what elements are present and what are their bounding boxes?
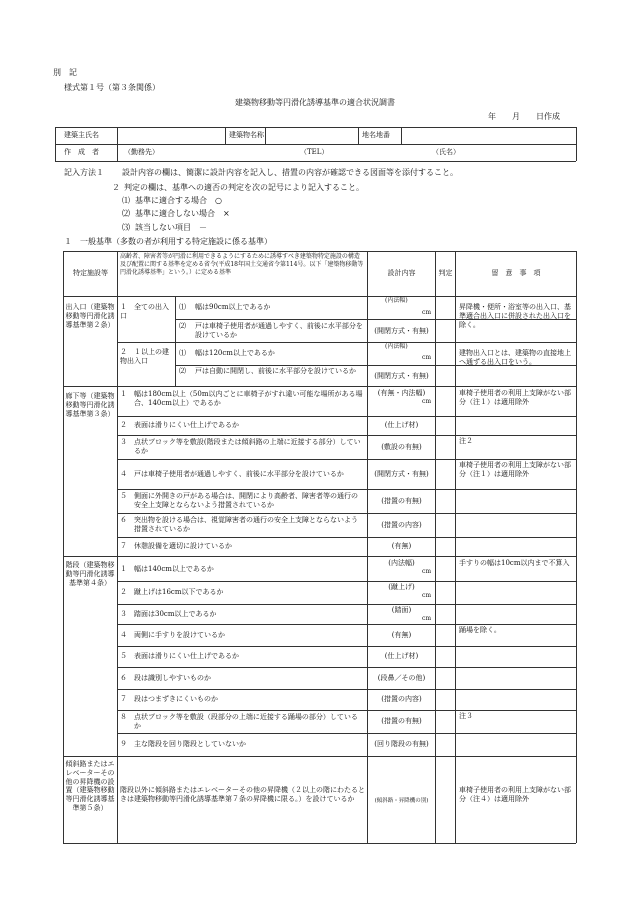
stairs-item-9-number: ９	[120, 740, 127, 748]
instruction-2-num: ２	[112, 183, 120, 192]
instruction-1-head: 記入方法１	[64, 168, 104, 177]
corridor-item-2-criteria: 表面は滑りにくい仕上げであるか	[134, 421, 239, 429]
stairs-item-5-criteria: 表面は滑りにくい仕上げであるか	[134, 652, 239, 660]
corridor-item-1-number: １	[120, 390, 127, 398]
corridor-item-7-criteria: 休憩設備を適切に設けているか	[134, 542, 232, 550]
form-number: 様式第１号（第３条関係）	[64, 83, 160, 92]
stairs-item-8-number: ８	[120, 713, 127, 721]
stairs-item-7-number: ７	[120, 695, 127, 703]
date-created: 年 月 日作成	[488, 112, 560, 121]
ramp-design: (傾斜路・昇降機の別)	[374, 798, 429, 804]
entrance-g2-item-1-unit: cm	[422, 354, 432, 361]
entrance-g1-item-1: 幅は90cm以上であるか	[195, 303, 271, 311]
owner-label: 建築主氏名	[64, 131, 99, 139]
corridor-item-6-number: ６	[120, 516, 127, 524]
corridor-item-6-design: (措置の内容)	[381, 521, 422, 529]
corridor-item-2-design: (仕上げ材)	[384, 421, 419, 429]
corridor-item-6-criteria: 突出物を設ける場合は、視覚障害者の通行の安全上支障とならないよう措置されているか	[134, 516, 358, 534]
corridor-item-7-design: (有無)	[391, 542, 412, 550]
corridor-item-4-number: ４	[120, 470, 127, 478]
entrance-group-2-label: ２ １以上の建物出入口	[120, 348, 169, 366]
corridor-facility: 廊下等（建築物移動等円滑化誘導基準第３条）	[65, 392, 115, 419]
option-3-num: ⑶	[122, 223, 130, 232]
entrance-g2-item-1: 幅は120cm以上であるか	[195, 349, 275, 357]
author-name-field: （氏名）	[432, 148, 460, 156]
corridor-item-4-note: 車椅子使用者の利用上支障がない部分（注１）は適用除外	[459, 461, 571, 479]
workplace-field: （勤務先）	[124, 148, 159, 156]
stairs-item-2-unit: cm	[422, 592, 432, 599]
header-notes: 留 意 事 項	[491, 269, 541, 277]
stairs-item-5-design: (仕上げ材)	[384, 652, 419, 660]
ramp-criteria: 階段以外に傾斜路またはエレベーターその他の昇降機（２以上の階にわたるときは建築物移動等円滑化誘導基準第７条の昇降機に限る。）を設けているか	[120, 786, 365, 804]
corridor-item-3-criteria: 点状ブロック等を敷設(階段または傾斜路の上端に近接する部分）しているか	[134, 438, 361, 456]
stairs-facility: 階段（建築物移動等円滑化誘導基準第４条）	[65, 561, 115, 588]
stairs-item-3-design: (踏面)	[391, 606, 412, 614]
stairs-item-4-criteria: 両側に手すりを設けているか	[134, 631, 225, 639]
stairs-item-8-criteria: 点状ブロック等を敷設（段部分の上端に近接する踊場の部分）しているか	[134, 713, 358, 731]
instruction-1: 設計内容の欄は、簡潔に設計内容を記入し、措置の内容が確認できる図面等を添付すること。	[122, 168, 458, 177]
corridor-item-7-number: ７	[120, 542, 127, 550]
stairs-item-1-criteria: 幅は140cm以上であるか	[134, 565, 214, 573]
document-title: 建築物移動等円滑化誘導基準の適合状況調書	[235, 98, 395, 107]
stairs-item-1-unit: cm	[422, 568, 432, 575]
stairs-item-4-number: ４	[120, 631, 127, 639]
option-3: 該当しない項目 －	[135, 223, 207, 232]
entrance-g1-item-2-design: (開閉方式・有無)	[374, 327, 429, 335]
appendix-label: 別 記	[53, 68, 77, 77]
stairs-item-1-note: 手すりの幅は10cm以内まで不算入	[459, 559, 570, 567]
entrance-g1-item-2: 戸は車椅子使用者が通過しやすく、前後に水平部分を設けているか	[195, 322, 363, 340]
entrance-g1-item-1-unit: cm	[422, 309, 432, 316]
entrance-g2-item-2-design: (開閉方式・有無)	[374, 372, 429, 380]
stairs-item-5-number: ５	[120, 652, 127, 660]
stairs-item-9-design: (回り階段の有無)	[374, 740, 429, 748]
lot-label: 地名地番	[362, 131, 390, 139]
stairs-item-1-number: １	[120, 565, 127, 573]
entrance-g1-item-1-design: (内法幅)	[385, 297, 408, 304]
stairs-item-8-design: (措置の有無)	[381, 717, 422, 725]
header-facility: 特定施設等	[73, 269, 108, 277]
corridor-item-4-design: (開閉方式・有無)	[374, 470, 429, 478]
corridor-item-3-number: ３	[120, 438, 127, 446]
entrance-g2-note: 建物出入口とは、建築物の直接地上へ通ずる出入口をいう。	[459, 349, 571, 367]
stairs-item-2-number: ２	[120, 588, 127, 596]
entrance-g2-item-1-design: (内法幅)	[385, 343, 408, 350]
stairs-item-4-note: 踊場を除く。	[459, 626, 501, 634]
stairs-item-6-number: ６	[120, 674, 127, 682]
corridor-item-1-note: 車椅子使用者の利用上支障がない部分（注１）は適用除外	[459, 389, 571, 407]
corridor-item-5-design: (措置の有無)	[381, 497, 422, 505]
corridor-item-4-criteria: 戸は車椅子使用者が通過しやすく、前後に水平部分を設けているか	[134, 470, 344, 478]
option-1-num: ⑴	[122, 196, 130, 205]
stairs-item-2-criteria: 蹴上げは16cm以下であるか	[134, 588, 224, 596]
corridor-item-3-note: 注２	[459, 437, 473, 445]
stairs-item-2-design: (蹴上げ)	[388, 583, 415, 591]
building-name-label: 建築物名称	[229, 131, 264, 139]
section-title: １ 一般基準（多数の者が利用する特定施設に係る基準）	[64, 237, 272, 246]
tel-field: （TEL）	[300, 148, 329, 156]
entrance-g1-item-2-num: ⑵	[179, 322, 186, 330]
stairs-item-7-criteria: 段はつまずきにくいものか	[134, 695, 218, 703]
header-design: 設計内容	[387, 269, 416, 277]
instruction-2: 判定の欄は、基準への適否の判定を次の記号により記入すること。	[124, 183, 364, 192]
option-1: 基準に適合する場合 ○	[135, 196, 222, 205]
corridor-item-5-number: ５	[120, 492, 127, 500]
entrance-g1-note: 昇降機・便所・浴室等の出入口、基準適合出入口に併設された出入口を除く。	[459, 303, 571, 330]
corridor-item-5-criteria: 側面に外開きの戸がある場合は、開閉により高齢者、障害者等の通行の安全上支障とならないよう措置されているか	[134, 492, 358, 510]
corridor-item-2-number: ２	[120, 421, 127, 429]
stairs-item-6-criteria: 段は識別しやすいものか	[134, 674, 211, 682]
stairs-item-8-note: 注３	[459, 712, 473, 720]
stairs-item-9-criteria: 主な階段を回り階段としていないか	[134, 740, 246, 748]
entrance-g2-item-1-num: ⑴	[179, 349, 186, 357]
header-description: 高齢者、障害者等が円滑に利用できるようにするために誘導すべき建築物特定施設の構造及び配置に関する基準を定める省令(平成18年国土交通省令第114号。以下「建築物移動等円滑化誘導基準」という。）に定める基準	[120, 253, 364, 276]
stairs-item-3-unit: cm	[422, 615, 432, 622]
stairs-item-3-criteria: 踏面は30cm以上であるか	[134, 610, 217, 618]
entrance-g2-item-2-num: ⑵	[179, 367, 186, 375]
corridor-item-1-unit: cm	[422, 398, 432, 405]
header-judge: 判定	[438, 269, 453, 277]
stairs-item-6-design: (段鼻／その他)	[377, 674, 426, 682]
entrance-g1-item-1-num: ⑴	[179, 303, 186, 311]
entrance-facility: 出入口（建築物移動等円滑化誘導基準第２条）	[65, 303, 115, 330]
option-2: 基準に適合しない場合 ×	[135, 209, 230, 218]
entrance-group-1-label: １ 全ての出入口	[120, 303, 169, 321]
entrance-g2-item-2: 戸は自動に開閉し、前後に水平部分を設けているか	[195, 367, 356, 375]
ramp-note: 車椅子使用者の利用上支障がない部分（注４）は適用除外	[459, 786, 571, 804]
stairs-item-1-design: (内法幅)	[388, 559, 415, 567]
stairs-item-4-design: (有無)	[391, 631, 412, 639]
corridor-item-3-design: (敷設の有無)	[381, 443, 422, 451]
ramp-facility: 傾斜路またはエレベーターその他の昇降機の設置（建築物移動等円滑化誘導基準第５条）	[65, 760, 115, 812]
author-label: 作 成 者	[64, 148, 99, 156]
stairs-item-3-number: ３	[120, 610, 127, 618]
corridor-item-1-design: (有無・内法幅)	[377, 389, 426, 397]
stairs-item-7-design: (措置の内容)	[381, 695, 422, 703]
corridor-item-1-criteria: 幅は180cm以上（50m以内ごとに車椅子がすれ違い可能な場所がある場合、140cm以上）であるか	[134, 390, 363, 408]
option-2-num: ⑵	[122, 209, 130, 218]
